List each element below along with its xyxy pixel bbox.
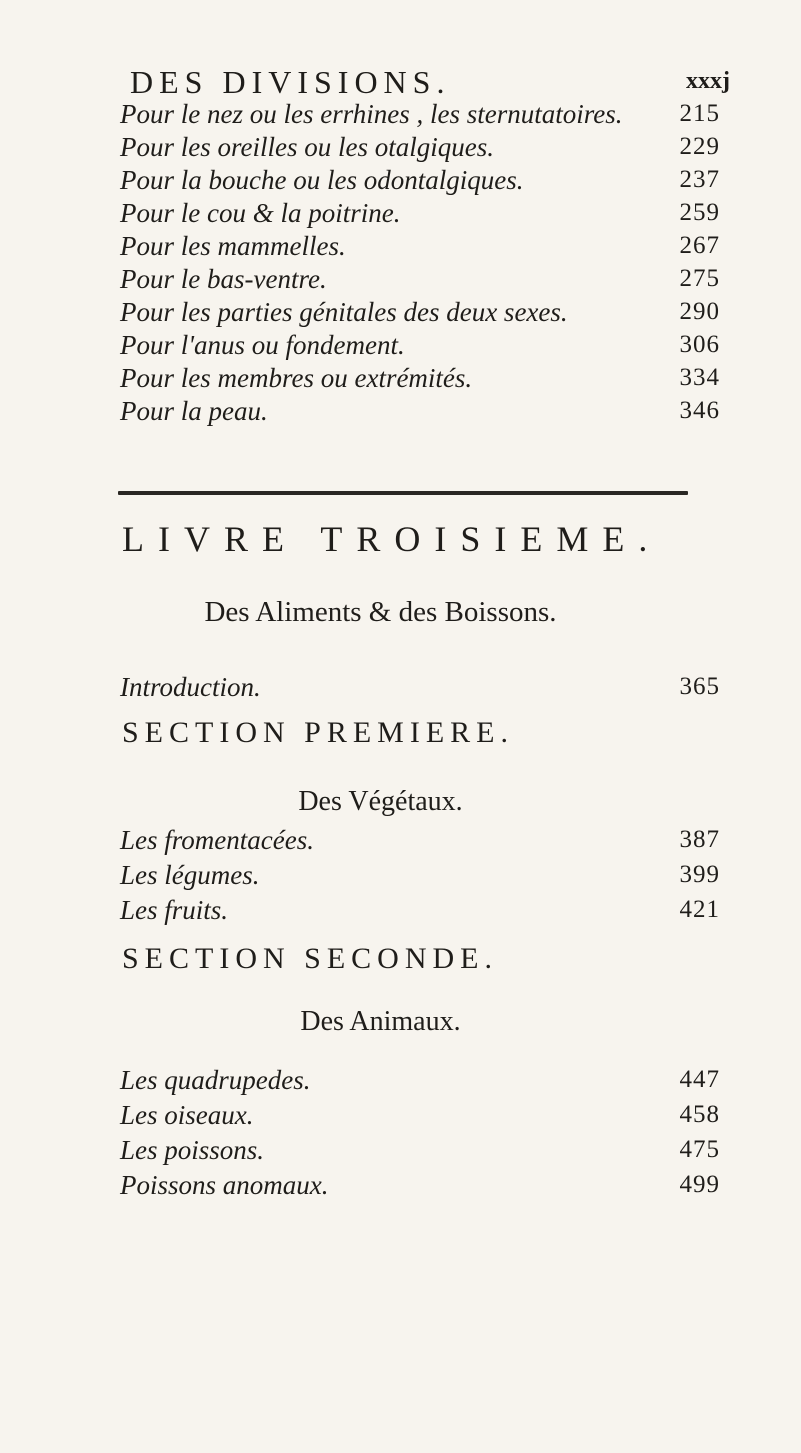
toc-entry-label: Poissons anomaux. <box>120 1170 329 1200</box>
running-head <box>130 64 730 101</box>
toc-entry <box>120 97 720 131</box>
toc-entry-label: Pour l'anus ou fondement. <box>120 330 405 360</box>
toc-entry <box>120 361 720 395</box>
running-head-title: DES DIVISIONS. <box>130 64 451 100</box>
toc-entry-label: Les légumes. <box>120 860 260 890</box>
toc-entry-label: Pour les parties génitales des deux sexes. <box>120 297 568 327</box>
toc-entry-label: Pour la peau. <box>120 396 268 426</box>
toc-entry-introduction <box>120 670 720 704</box>
toc-entry <box>120 823 720 857</box>
toc-entry <box>120 295 720 329</box>
section-two-subtitle: Des Animaux. <box>300 1006 461 1037</box>
toc-entry-page: 267 <box>679 232 720 259</box>
toc-entry-page: 275 <box>679 265 720 292</box>
toc-entry-label: Pour le nez ou les errhines , les sternutatoires. <box>120 99 623 129</box>
toc-entry-label: Les quadrupedes. <box>120 1065 311 1095</box>
toc-entry-page: 447 <box>679 1066 720 1093</box>
section-two-title: SECTION SECONDE. <box>122 942 499 975</box>
toc-entry <box>120 394 720 428</box>
toc-entry <box>120 858 720 892</box>
toc-entry <box>120 1063 720 1097</box>
toc-entry-label: Pour le bas-ventre. <box>120 264 327 294</box>
toc-entry-page: 229 <box>679 133 720 160</box>
toc-entry <box>120 328 720 362</box>
toc-entry-label: Les fromentacées. <box>120 825 314 855</box>
toc-entry <box>120 229 720 263</box>
toc-entry <box>120 1133 720 1167</box>
toc-entry-label: Les poissons. <box>120 1135 265 1165</box>
book-three-subtitle: Des Aliments & des Boissons. <box>204 596 557 628</box>
toc-entry-label: Les fruits. <box>120 895 229 925</box>
toc-entry-label: Pour les membres ou extrémités. <box>120 363 473 393</box>
toc-entry-page: 365 <box>679 673 720 700</box>
toc-entry-page: 306 <box>679 331 720 358</box>
toc-entry-label: Pour le cou & la poitrine. <box>120 198 401 228</box>
toc-entry-page: 475 <box>679 1136 720 1163</box>
toc-entry-page: 334 <box>679 364 720 391</box>
toc-entry <box>120 163 720 197</box>
toc-entry-label: Pour les oreilles ou les otalgiques. <box>120 132 494 162</box>
toc-entry <box>120 130 720 164</box>
toc-entry-page: 215 <box>679 100 720 127</box>
toc-entry-page: 387 <box>679 826 720 853</box>
section-one-subtitle: Des Végétaux. <box>298 786 463 817</box>
toc-entry-page: 399 <box>679 861 720 888</box>
toc-entry-page: 421 <box>679 896 720 923</box>
toc-entry-page: 259 <box>679 199 720 226</box>
toc-entry-label: Les oiseaux. <box>120 1100 254 1130</box>
toc-entry <box>120 1098 720 1132</box>
toc-entry-page: 458 <box>679 1101 720 1128</box>
section-divider-rule <box>118 491 688 495</box>
toc-entry <box>120 893 720 927</box>
book-three-title: LIVRE TROISIEME. <box>122 519 662 559</box>
toc-entry <box>120 262 720 296</box>
toc-entry <box>120 1168 720 1202</box>
toc-entry-label: Pour la bouche ou les odontalgiques. <box>120 165 524 195</box>
toc-entry-label: Pour les mammelles. <box>120 231 346 261</box>
toc-entry-page: 237 <box>679 166 720 193</box>
toc-entry-page: 290 <box>679 298 720 325</box>
section-one-title: SECTION PREMIERE. <box>122 716 515 749</box>
toc-entry <box>120 196 720 230</box>
toc-entry-page: 346 <box>679 397 720 424</box>
toc-entry-page: 499 <box>679 1171 720 1198</box>
toc-entry-label: Introduction. <box>120 672 261 702</box>
page-folio: xxxj <box>686 68 730 94</box>
